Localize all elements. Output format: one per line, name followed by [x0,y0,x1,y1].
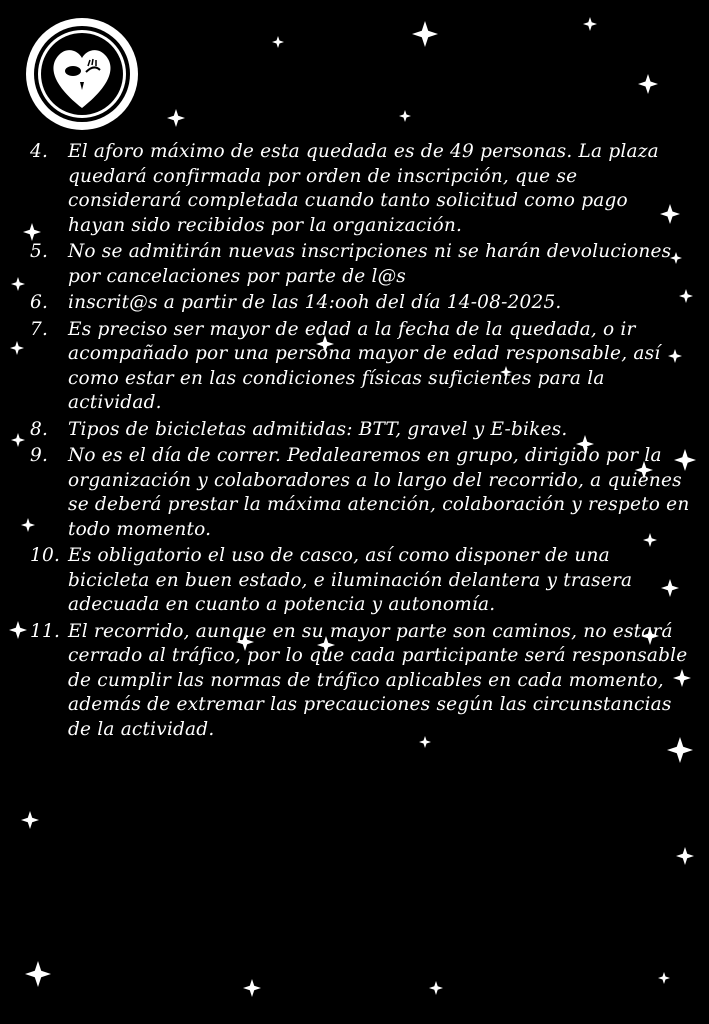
rule-text: Es obligatorio el uso de casco, así como disponer de una bicicleta en buen estado, e iluminación delantera y trasera adecuada en cuanto a potencia y autonomía. [68,545,633,615]
rule-item [30,318,690,416]
rule-item [30,291,690,316]
star-icon [10,341,24,355]
star-icon [21,811,39,829]
star-icon [243,979,261,997]
star-icon [412,21,438,47]
star-icon [658,972,670,984]
rules-list [30,140,690,744]
star-icon [167,109,185,127]
rule-item [30,140,690,238]
rule-text: Tipos de bicicletas admitidas: BTT, gravel y E-bikes. [68,418,568,440]
star-icon [11,277,25,291]
rule-text: El recorrido, aunque en su mayor parte son caminos, no estará cerrado al tráfico, por lo que cada participante será responsable de cumplir las normas de tráfico aplicables en cada momento, además de extremar las precauciones según las circunstancias de la actividad. [68,620,688,740]
rule-item [30,620,690,743]
rule-text: El aforo máximo de esta quedada es de 49 personas. La plaza quedará confirmada por orden de inscripción, que se considerará completada cuando tanto solicitud como pago hayan sido recibidos por la organización. [68,141,659,236]
star-icon [9,621,27,639]
rule-item [30,240,690,289]
rule-text: No se admitirán nuevas inscripciones ni se harán devoluciones por cancelaciones por parte de l@s [68,241,672,287]
star-icon [11,433,25,447]
rule-number: 7. [30,318,49,340]
rule-item [30,444,690,542]
rule-number: 5. [30,241,49,262]
star-icon [429,981,443,995]
rule-number: 8. [30,418,49,440]
rule-text: Es preciso ser mayor de edad a la fecha de la quedada, o ir acompañado por una persona mayor de edad responsable, así como estar en las condiciones físicas suficientes para la actividad. [68,318,661,413]
star-icon [583,17,597,31]
star-icon [399,110,411,122]
rule-number: 4. [30,141,49,162]
star-icon [638,74,658,94]
rule-number: 11. [30,620,61,642]
star-icon [272,36,284,48]
rule-number: 10. [30,545,61,566]
rule-text: inscrit@s a partir de las 14:ooh del día 14-08-2025. [68,292,562,313]
star-icon [676,847,694,865]
rule-item [30,418,690,443]
rule-number: 9. [30,445,49,466]
star-icon [25,961,51,987]
rule-number: 6. [30,292,49,313]
rule-text: No es el día de correr. Pedalearemos en grupo, dirigido por la organización y colaboradores a lo largo del recorrido, a quienes se deberá prestar la máxima atención, colaboración y respeto en todo momento. [68,445,690,540]
rule-item [30,544,690,618]
